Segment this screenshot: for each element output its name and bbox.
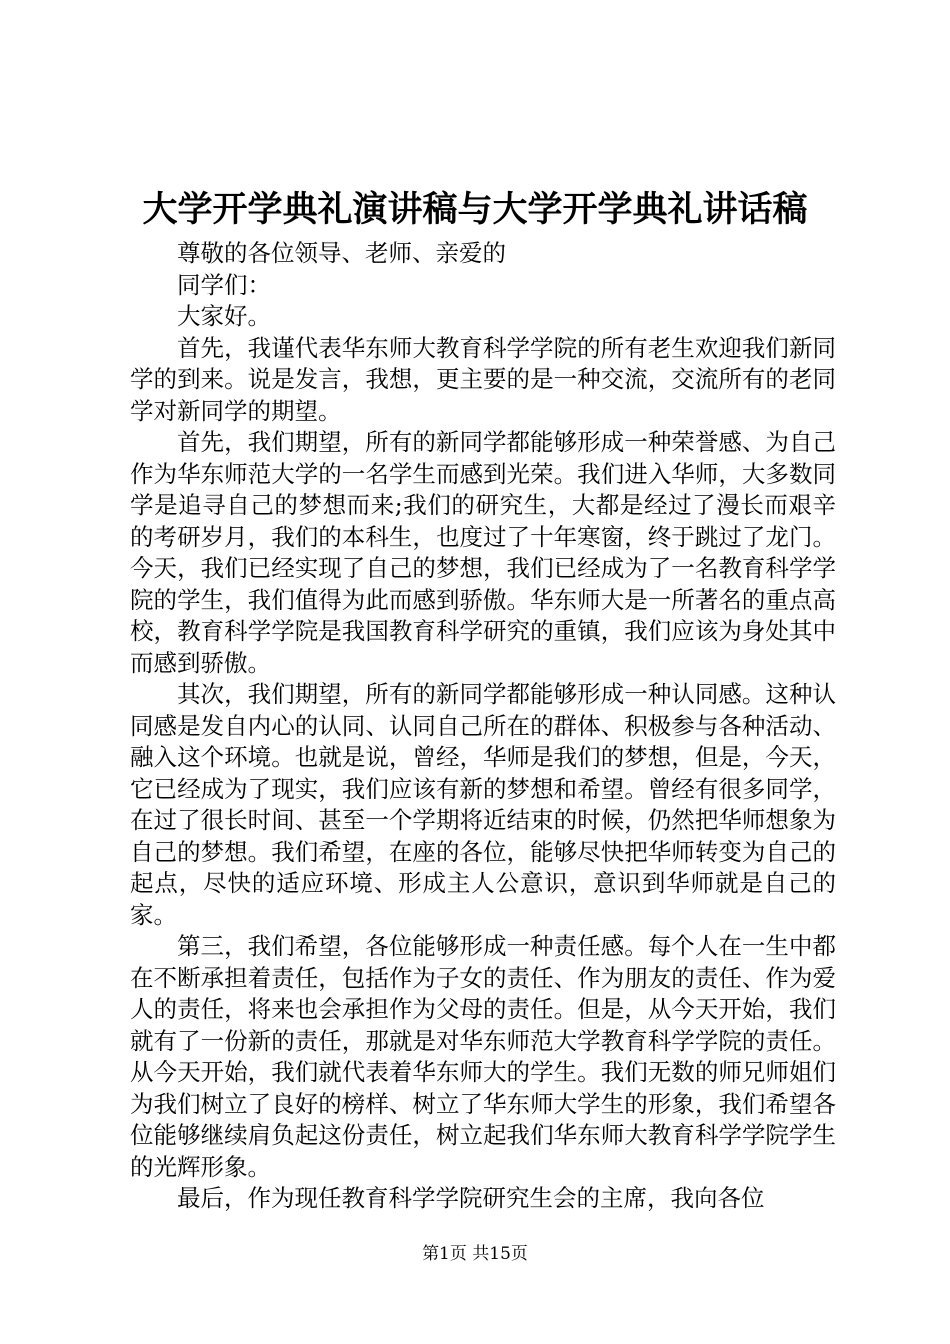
- paragraph-identity: 其次，我们期望，所有的新同学都能够形成一种认同感。这种认同感是发自内心的认同、认同自己所在的群体、积极参与各种活动、融入这个环境。也就是说，曾经，华师是我们的梦想，但是，今天，它已经成为了现实，我们应该有新的梦想和希望。曾经有很多同学，在过了很长时间、甚至一个学期将近结束的时候，仍然把华师想象为自己的梦想。我们希望，在座的各位，能够尽快把华师转变为自己的起点，尽快的适应环境、形成主人公意识，意识到华师就是自己的家。: [130, 680, 836, 929]
- paragraph-responsibility: 第三，我们希望，各位能够形成一种责任感。每个人在一生中都在不断承担着责任，包括作为子女的责任、作为朋友的责任、作为爱人的责任，将来也会承担作为父母的责任。但是，从今天开始，我们就有了一份新的责任，那就是对华东师范大学教育科学学院的责任。从今天开始，我们就代表着华东师大的学生。我们无数的师兄师姐们为我们树立了良好的榜样、树立了华东师大学生的形象，我们希望各位能够继续肩负起这份责任，树立起我们华东师大教育科学学院学生的光辉形象。: [130, 932, 836, 1181]
- salutation-line-1: 尊敬的各位领导、老师、亲爱的: [177, 239, 506, 267]
- paragraph-intro: 首先，我谨代表华东师大教育科学学院的所有老生欢迎我们新同学的到来。说是发言，我想，更主要的是一种交流，交流所有的老同学对新同学的期望。: [130, 333, 836, 425]
- document-title: 大学开学典礼演讲稿与大学开学典礼讲话稿: [142, 189, 808, 230]
- document-body: [130, 238, 836, 1215]
- page-number: 第1页 共15页: [422, 1244, 528, 1264]
- paragraph-honor: 首先，我们期望，所有的新同学都能够形成一种荣誉感、为自己作为华东师范大学的一名学生而感到光荣。我们进入华师，大多数同学是追寻自己的梦想而来;我们的研究生，大都是经过了漫长而艰辛的考研岁月，我们的本科生，也度过了十年寒窗，终于跳过了龙门。今天，我们已经实现了自己的梦想，我们已经成为了一名教育科学学院的学生，我们值得为此而感到骄傲。华东师大是一所著名的重点高校，教育科学学院是我国教育科学研究的重镇，我们应该为身处其中而感到骄傲。: [130, 428, 836, 677]
- greeting: 大家好。: [177, 302, 271, 330]
- paragraph-final: 最后，作为现任教育科学学院研究生会的主席，我向各位: [177, 1184, 765, 1212]
- salutation-line-2: 同学们：: [177, 270, 271, 299]
